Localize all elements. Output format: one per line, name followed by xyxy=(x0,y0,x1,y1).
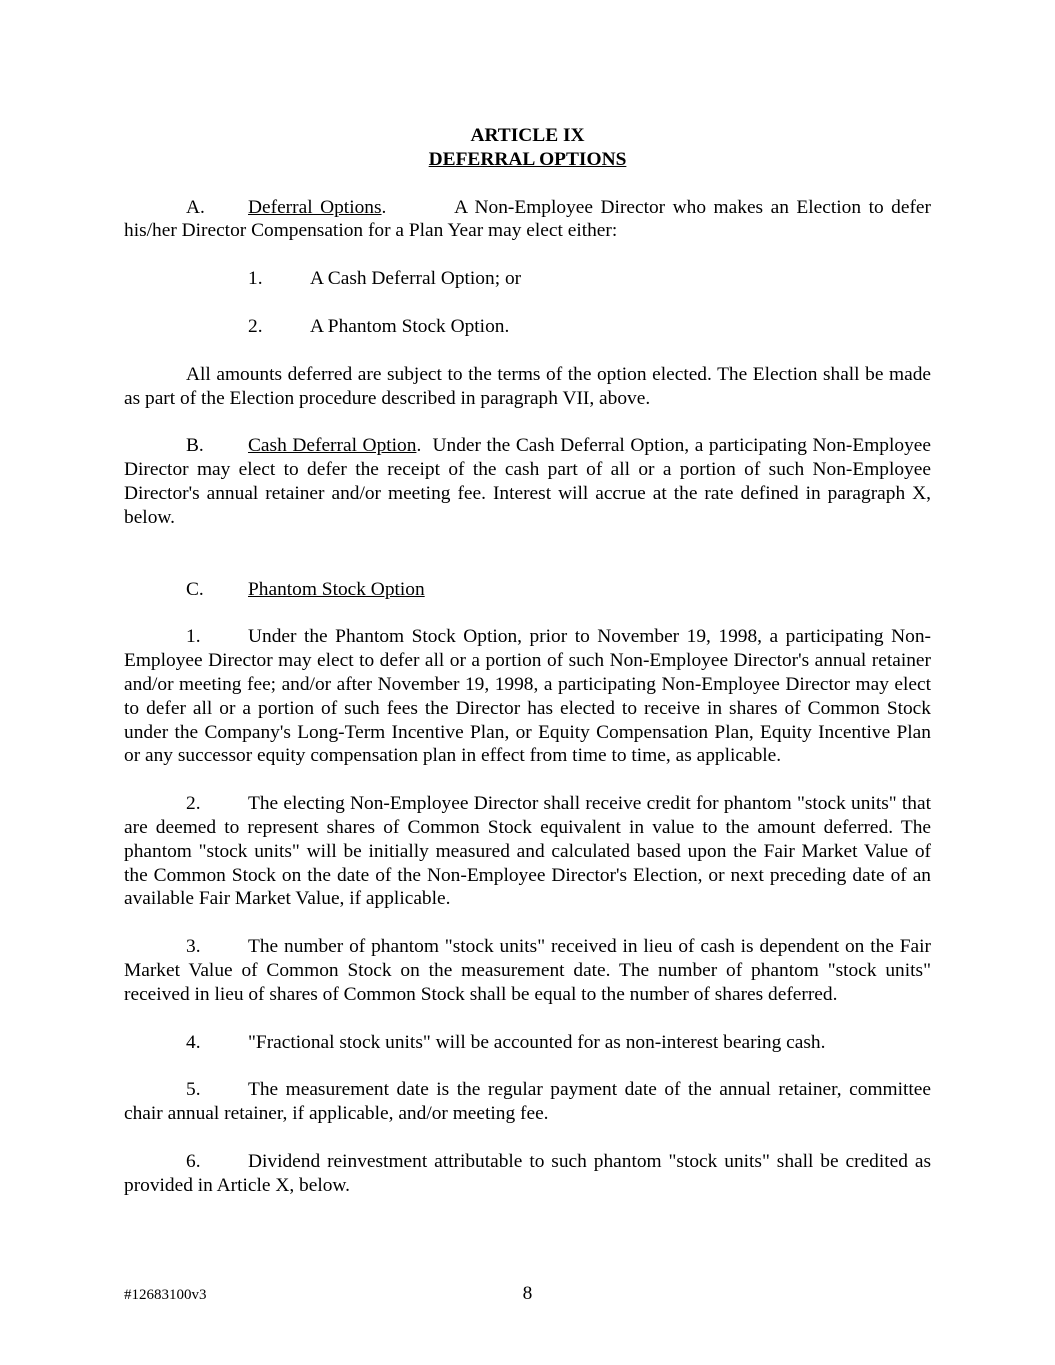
paragraph-number: 6. xyxy=(186,1150,201,1172)
section-b-paragraph xyxy=(124,434,931,529)
section-c-paragraph xyxy=(124,1031,931,1055)
section-c-heading-line xyxy=(124,578,931,602)
list-item xyxy=(124,315,931,339)
paragraph-number: 3. xyxy=(186,936,201,958)
section-c-heading: Phantom Stock Option xyxy=(248,578,425,600)
section-c-paragraph xyxy=(124,625,931,768)
paragraph-text: The electing Non-Employee Director shall receive credit for phantom "stock units" that are deemed to represent shares of Common Stock equivalent in value to the amount deferred. The phantom "stock units" will be initially measured and calculated based upon the Fair Market Value of the Common Stock on the date of the Non-Employee Director's Election, or next preceding date of an available Fair Market Value, if applicable. xyxy=(124,793,931,910)
paragraph-text: The number of phantom "stock units" received in lieu of cash is dependent on the Fair Market Value of Common Stock on the measurement date. The number of phantom "stock units" received in lieu of shares of Common Stock shall be equal to the number of shares deferred. xyxy=(124,936,931,1005)
list-item-number: 1. xyxy=(248,268,263,290)
section-a-closing: All amounts deferred are subject to the terms of the option elected. The Election shall be made as part of the Election procedure described in paragraph VII, above. xyxy=(124,363,931,409)
paragraph-number: 5. xyxy=(186,1079,201,1101)
section-c-paragraph xyxy=(124,935,931,1006)
section-b-heading-suffix: . xyxy=(416,435,422,457)
section-a-label: A. xyxy=(186,196,205,218)
section-a-text: A Non-Employee Director who makes an Election to defer his/her Director Compensation for a Plan Year may elect either: xyxy=(124,196,931,242)
section-c-paragraph xyxy=(124,1078,931,1126)
paragraph-text: Under the Phantom Stock Option, prior to November 19, 1998, a participating Non-Employee Director may elect to defer all or a portion of such Non-Employee Director's annual retainer and/or meeting fee; and/or after November 19, 1998, a participating Non-Employee Director may elect to defer all or a portion of such fees the Director has elected to receive in shares of Common Stock under the Company's Long-Term Incentive Plan, or Equity Compensation Plan, Equity Incentive Plan or any successor equity compensation plan in effect from time to time, as applicable. xyxy=(124,626,931,767)
paragraph-text: Dividend reinvestment attributable to such phantom "stock units" shall be credited as provided in Article X, below. xyxy=(124,1150,931,1196)
page-number: 8 xyxy=(522,1283,533,1304)
list-item xyxy=(124,267,931,291)
section-c-paragraph xyxy=(124,1150,931,1198)
article-title: DEFERRAL OPTIONS xyxy=(428,148,627,170)
paragraph-number: 2. xyxy=(186,793,201,815)
section-a-heading: Deferral Options xyxy=(248,196,382,218)
paragraph-text: The measurement date is the regular payment date of the annual retainer, committee chair annual retainer, if applicable, and/or meeting fee. xyxy=(124,1079,931,1125)
section-a-heading-suffix: . xyxy=(381,196,387,218)
section-b-heading: Cash Deferral Option xyxy=(248,435,417,457)
page-footer xyxy=(124,1282,931,1306)
list-item-number: 2. xyxy=(248,315,263,337)
section-b-text: Under the Cash Deferral Option, a participating Non-Employee Director may elect to defer the receipt of the cash part of all or a portion of such Non-Employee Director's annual retainer and/or meeting fee. Interest will accrue at the rate defined in paragraph X, below. xyxy=(124,435,931,528)
section-b-label: B. xyxy=(186,435,204,457)
list-item-text: A Cash Deferral Option; or xyxy=(310,268,522,290)
section-a-paragraph xyxy=(124,196,931,244)
list-item-text: A Phantom Stock Option. xyxy=(310,315,510,337)
paragraph-text: "Fractional stock units" will be accounted for as non-interest bearing cash. xyxy=(248,1031,826,1053)
paragraph-number: 1. xyxy=(186,626,201,648)
article-number: ARTICLE IX xyxy=(470,125,585,146)
section-c-label: C. xyxy=(186,578,204,600)
paragraph-number: 4. xyxy=(186,1031,201,1053)
document-page xyxy=(124,124,931,1198)
section-c-paragraph xyxy=(124,792,931,911)
document-id: #12683100v3 xyxy=(124,1287,207,1303)
